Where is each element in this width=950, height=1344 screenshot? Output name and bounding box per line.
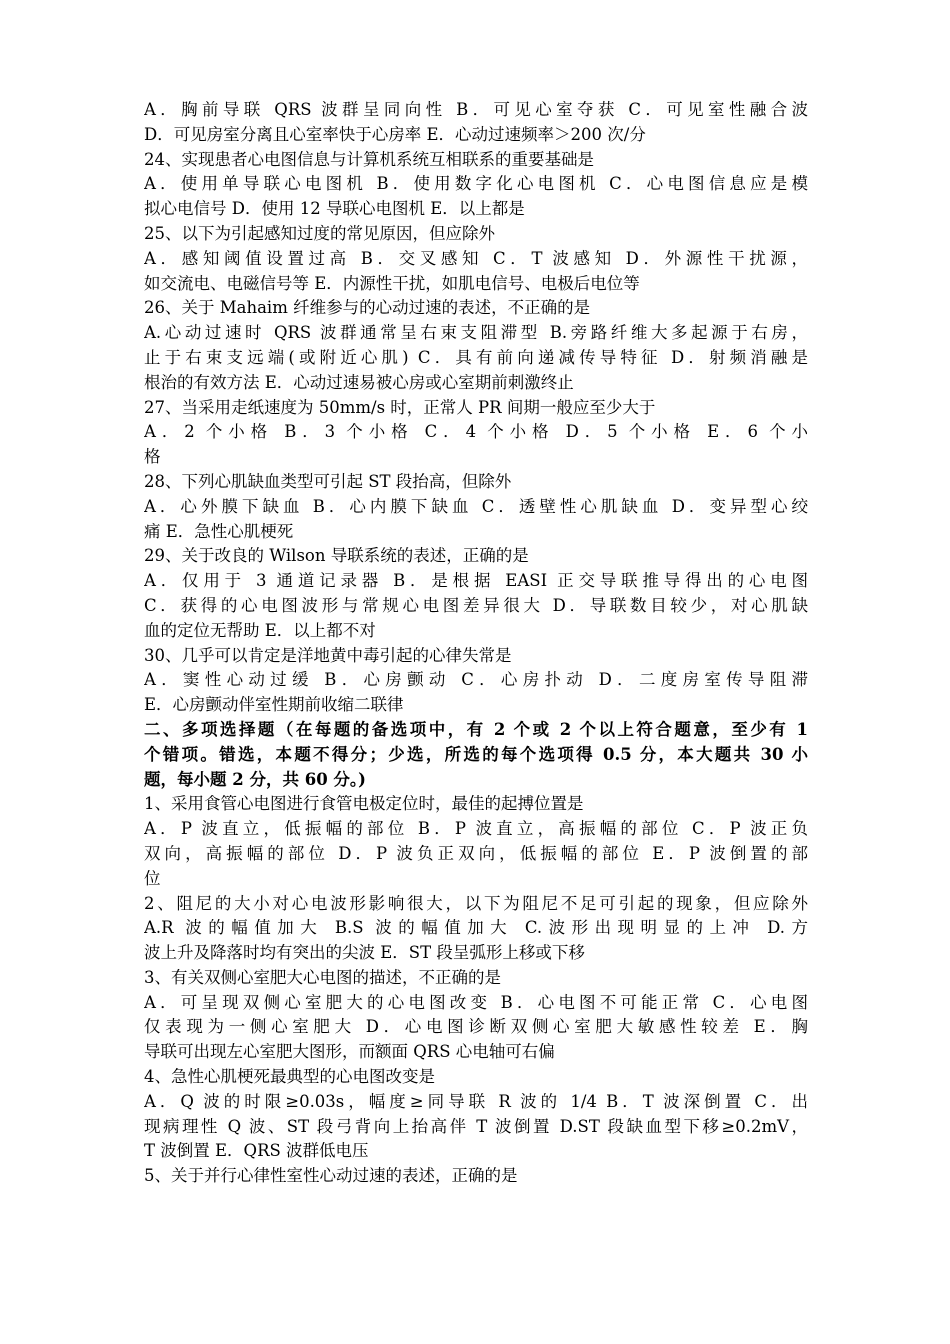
text-line: 格 bbox=[144, 447, 161, 467]
text-line: A．仅用于 3 通道记录器 B．是根据 EASI 正交导联推导得出的心电图 bbox=[144, 571, 808, 591]
text-line: 止于右束支远端(或附近心肌) C．具有前向递减传导特征 D．射频消融是 bbox=[144, 347, 808, 367]
text-line: A.R 波的幅值加大 B.S 波的幅值加大 C.波形出现明显的上冲 D.方 bbox=[144, 918, 808, 938]
text-line: 27、当采用走纸速度为 50mm/s 时，正常人 PR 间期一般应至少大于 bbox=[144, 397, 656, 417]
text-line: 拟心电信号 D．使用 12 导联心电图机 E．以上都是 bbox=[144, 199, 525, 219]
text-line: 30、几乎可以肯定是洋地黄中毒引起的心律失常是 bbox=[144, 645, 512, 665]
text-line: 仅表现为一侧心室肥大 D．心电图诊断双侧心室肥大敏感性较差 E．胸 bbox=[144, 1017, 808, 1037]
text-line: C．获得的心电图波形与常规心电图差异很大 D．导联数目较少，对心肌缺 bbox=[144, 595, 808, 615]
text-line: 如交流电、电磁信号等 E．内源性干扰，如肌电信号、电极后电位等 bbox=[144, 273, 640, 293]
section-heading-line: 题，每小题 2 分，共 60 分。) bbox=[144, 769, 366, 789]
text-line: 双向，高振幅的部位 D．P 波负正双向，低振幅的部位 E．P 波倒置的部 bbox=[144, 843, 808, 863]
text-line: 1、采用食管心电图进行食管电极定位时，最佳的起搏位置是 bbox=[144, 794, 584, 814]
text-line: 5、关于并行心律性室性心动过速的表述，正确的是 bbox=[144, 1166, 518, 1186]
text-line: D．可见房室分离且心室率快于心房率 E．心动过速频率＞200 次/分 bbox=[144, 124, 646, 144]
text-line: A．胸前导联 QRS 波群呈同向性 B．可见心室夺获 C．可见室性融合波 bbox=[144, 100, 808, 119]
text-line: T 波倒置 E．QRS 波群低电压 bbox=[144, 1141, 369, 1161]
text-line: 位 bbox=[144, 868, 161, 888]
section-heading-line: 二、多项选择题（在每题的备选项中，有 2 个或 2 个以上符合题意，至少有 1 bbox=[144, 719, 808, 739]
text-line: 28、下列心肌缺血类型可引起 ST 段抬高，但除外 bbox=[144, 471, 512, 491]
text-line: A．Q 波的时限≥0.03s，幅度≥同导联 R 波的 1/4 B．T 波深倒置 C．出 bbox=[144, 1091, 808, 1111]
text-line: 24、实现患者心电图信息与计算机系统互相联系的重要基础是 bbox=[144, 149, 594, 169]
section-heading-line: 个错项。错选，本题不得分；少选，所选的每个选项得 0.5 分，本大题共 30 小 bbox=[144, 744, 808, 764]
text-line: 2、阻尼的大小对心电波形影响很大，以下为阻尼不足可引起的现象，但应除外 bbox=[144, 893, 808, 913]
question-text-body bbox=[144, 98, 808, 1189]
text-line: 导联可出现左心室肥大图形，而额面 QRS 心电轴可右偏 bbox=[144, 1042, 555, 1062]
text-line: 根治的有效方法 E．心动过速易被心房或心室期前刺激终止 bbox=[144, 372, 574, 392]
text-line: A．感知阈值设置过高 B．交叉感知 C．T 波感知 D．外源性干扰源， bbox=[144, 248, 808, 268]
text-line: A．使用单导联心电图机 B．使用数字化心电图机 C．心电图信息应是模 bbox=[144, 174, 808, 194]
text-line: A．P 波直立，低振幅的部位 B．P 波直立，高振幅的部位 C．P 波正负 bbox=[144, 819, 808, 839]
text-line: 4、急性心肌梗死最典型的心电图改变是 bbox=[144, 1067, 435, 1087]
text-line: 血的定位无帮助 E．以上都不对 bbox=[144, 620, 376, 640]
text-line: 痛 E．急性心肌梗死 bbox=[144, 521, 294, 541]
text-line: A．窦性心动过缓 B．心房颤动 C．心房扑动 D．二度房室传导阻滞 bbox=[144, 670, 808, 690]
text-line: A．2 个小格 B．3 个小格 C．4 个小格 D．5 个小格 E．6 个小 bbox=[144, 422, 808, 442]
text-line: A．心外膜下缺血 B．心内膜下缺血 C．透壁性心肌缺血 D．变异型心绞 bbox=[144, 496, 808, 516]
text-line: 波上升及降落时均有突出的尖波 E．ST 段呈弧形上移或下移 bbox=[144, 943, 585, 963]
text-line: A．可呈现双侧心室肥大的心电图改变 B．心电图不可能正常 C．心电图 bbox=[144, 992, 808, 1012]
text-line: 29、关于改良的 Wilson 导联系统的表述，正确的是 bbox=[144, 546, 529, 566]
text-line: A.心动过速时 QRS 波群通常呈右束支阻滞型 B.旁路纤维大多起源于右房， bbox=[144, 323, 808, 343]
text-line: 现病理性 Q 波、ST 段弓背向上抬高伴 T 波倒置 D.ST 段缺血型下移≥0.2mV， bbox=[144, 1116, 808, 1136]
text-line: 3、有关双侧心室肥大心电图的描述，不正确的是 bbox=[144, 967, 501, 987]
text-line: E．心房颤动伴室性期前收缩二联律 bbox=[144, 695, 404, 715]
text-line: 26、关于 Mahaim 纤维参与的心动过速的表述，不正确的是 bbox=[144, 298, 591, 318]
text-line: 25、以下为引起感知过度的常见原因，但应除外 bbox=[144, 223, 495, 243]
